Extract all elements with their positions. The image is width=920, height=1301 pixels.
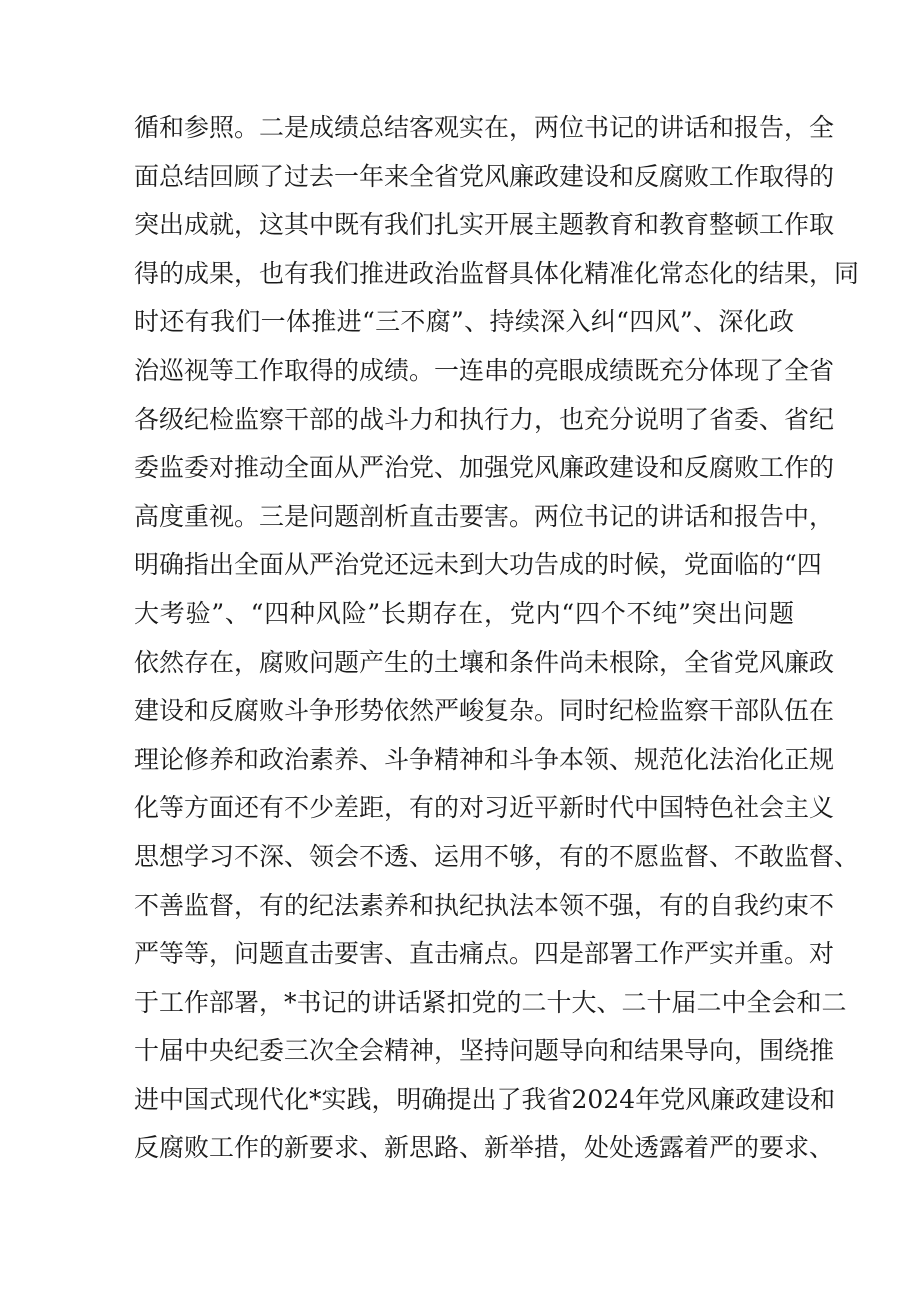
text-line: 突出成就，这其中既有我们扎实开展主题教育和教育整顿工作取 [134,210,835,240]
text-line: 不善监督，有的纪法素养和执纪执法本领不强，有的自我约束不 [134,890,835,920]
text-line: 委监委对推动全面从严治党、加强党风廉政建设和反腐败工作的 [134,453,835,483]
text-line: 时还有我们一体推进“三不腐”、持续深入纠“四风”、深化政 [134,307,794,337]
text-line: 明确指出全面从严治党还远未到大功告成的时候，党面临的“四 [134,550,822,580]
text-line: 于工作部署，*书记的讲话紧扣党的二十大、二十届二中全会和二 [134,987,847,1017]
text-line: 思想学习不深、领会不透、运用不够，有的不愿监督、不敢监督、 [134,841,860,871]
text-line: 进中国式现代化*实践，明确提出了我省2024年党风廉政建设和 [134,1084,836,1114]
text-line: 治巡视等工作取得的成绩。一连串的亮眼成绩既充分体现了全省 [134,355,835,385]
text-line: 依然存在，腐败问题产生的土壤和条件尚未根除，全省党风廉政 [134,647,835,677]
text-line: 严等等，问题直击要害、直击痛点。四是部署工作严实并重。对 [134,939,835,969]
text-line: 化等方面还有不少差距，有的对习近平新时代中国特色社会主义 [134,793,835,823]
text-line: 反腐败工作的新要求、新思路、新举措，处处透露着严的要求、 [134,1133,835,1163]
text-line: 建设和反腐败斗争形势依然严峻复杂。同时纪检监察干部队伍在 [134,696,835,726]
text-line: 面总结回顾了过去一年来全省党风廉政建设和反腐败工作取得的 [134,161,835,191]
text-line: 高度重视。三是问题剖析直击要害。两位书记的讲话和报告中， [134,501,835,531]
text-line: 各级纪检监察干部的战斗力和执行力，也充分说明了省委、省纪 [134,404,835,434]
text-line: 理论修养和政治素养、斗争精神和斗争本领、规范化法治化正规 [134,744,835,774]
text-line: 十届中央纪委三次全会精神，坚持问题导向和结果导向，围绕推 [134,1036,835,1066]
text-line: 大考验”、“四种风险”长期存在，党内“四个不纯”突出问题 [134,598,794,628]
text-line: 得的成果，也有我们推进政治监督具体化精准化常态化的结果，同 [134,258,860,288]
text-line: 循和参照。二是成绩总结客观实在，两位书记的讲话和报告，全 [134,113,835,142]
body-text [134,104,860,1173]
